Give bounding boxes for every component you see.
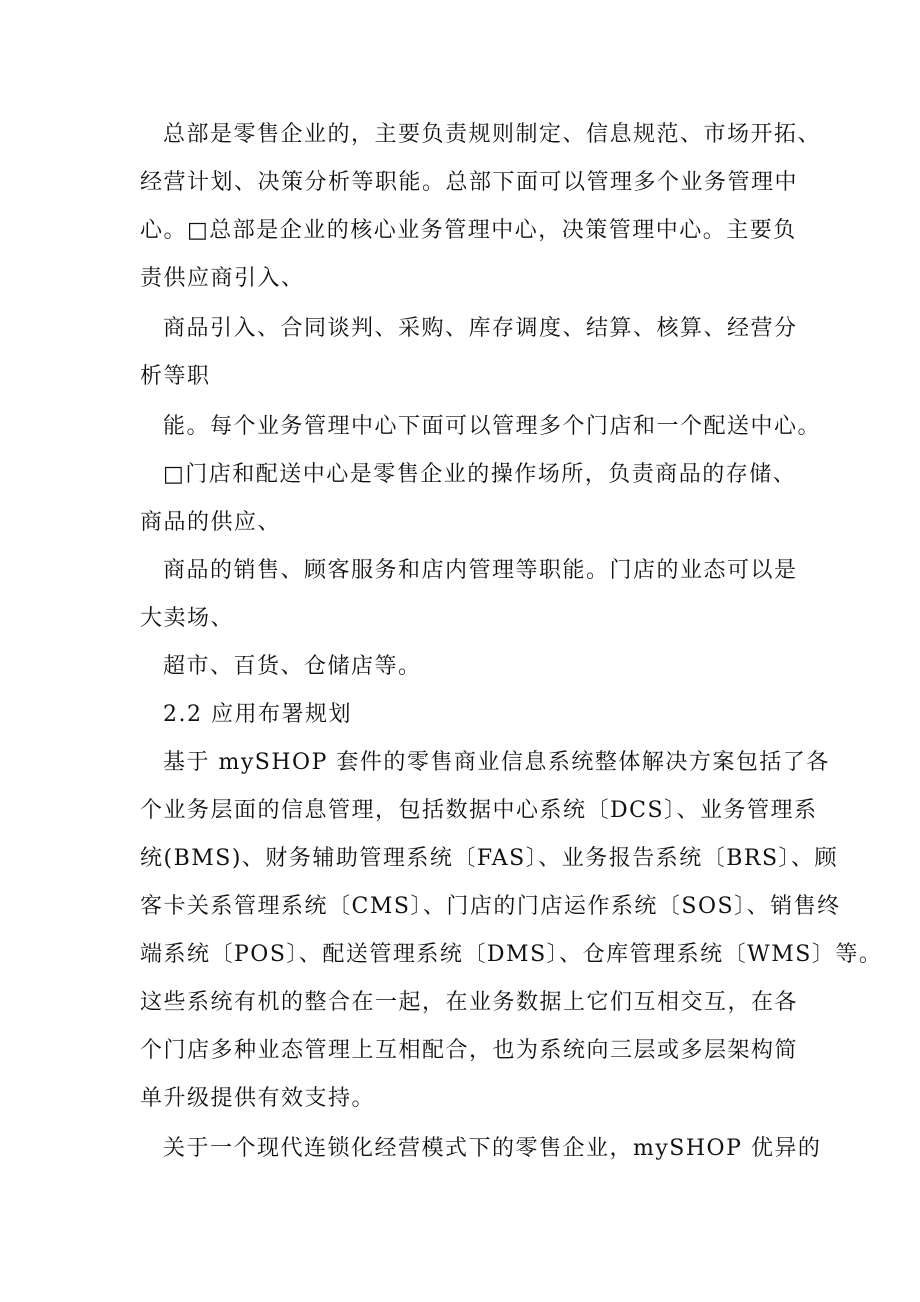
text-line: 个业务层面的信息管理，包括数据中心系统〔DCS〕、业务管理系 xyxy=(140,798,818,823)
text-line: 心。□总部是企业的核心业务管理中心，决策管理中心。主要负 xyxy=(140,218,797,243)
text-line: 大卖场、 xyxy=(140,606,235,631)
text-line: 商品的供应、 xyxy=(140,510,282,535)
text-line: 这些系统有机的整合在一起，在业务数据上它们互相交互，在各 xyxy=(140,990,799,1015)
section-heading: 2.2 应用布署规划 xyxy=(163,702,352,727)
text-line: 端系统〔POS〕、配送管理系统〔DMS〕、仓库管理系统〔WMS〕等。 xyxy=(140,942,883,967)
text-line: 析等职 xyxy=(140,364,211,389)
text-line: 总部是零售企业的，主要负责规则制定、信息规范、市场开拓、 xyxy=(163,122,822,147)
text-line: 单升级提供有效支持。 xyxy=(140,1086,376,1111)
text-line: 关于一个现代连锁化经营模式下的零售企业，mySHOP 优异的 xyxy=(163,1136,822,1161)
text-line: 商品的销售、顾客服务和店内管理等职能。门店的业态可以是 xyxy=(163,558,798,583)
text-line: 统(BMS)、财务辅助管理系统〔FAS〕、业务报告系统〔BRS〕、顾 xyxy=(140,846,839,871)
text-line: 基于 mySHOP 套件的零售商业信息系统整体解决方案包括了各 xyxy=(163,750,830,775)
text-line: 个门店多种业态管理上互相配合，也为系统向三层或多层架构简 xyxy=(140,1038,799,1063)
text-line: 经营计划、决策分析等职能。总部下面可以管理多个业务管理中 xyxy=(140,170,799,195)
text-line: 商品引入、合同谈判、采购、库存调度、结算、核算、经营分 xyxy=(163,316,798,341)
text-line: 客卡关系管理系统〔CMS〕、门店的门店运作系统〔SOS〕、销售终 xyxy=(140,894,841,919)
text-line: 能。每个业务管理中心下面可以管理多个门店和一个配送中心。 xyxy=(163,414,822,439)
text-line: 超市、百货、仓储店等。 xyxy=(163,654,422,679)
text-line: □门店和配送中心是零售企业的操作场所，负责商品的存储、 xyxy=(163,462,797,487)
text-line: 责供应商引入、 xyxy=(140,266,305,291)
